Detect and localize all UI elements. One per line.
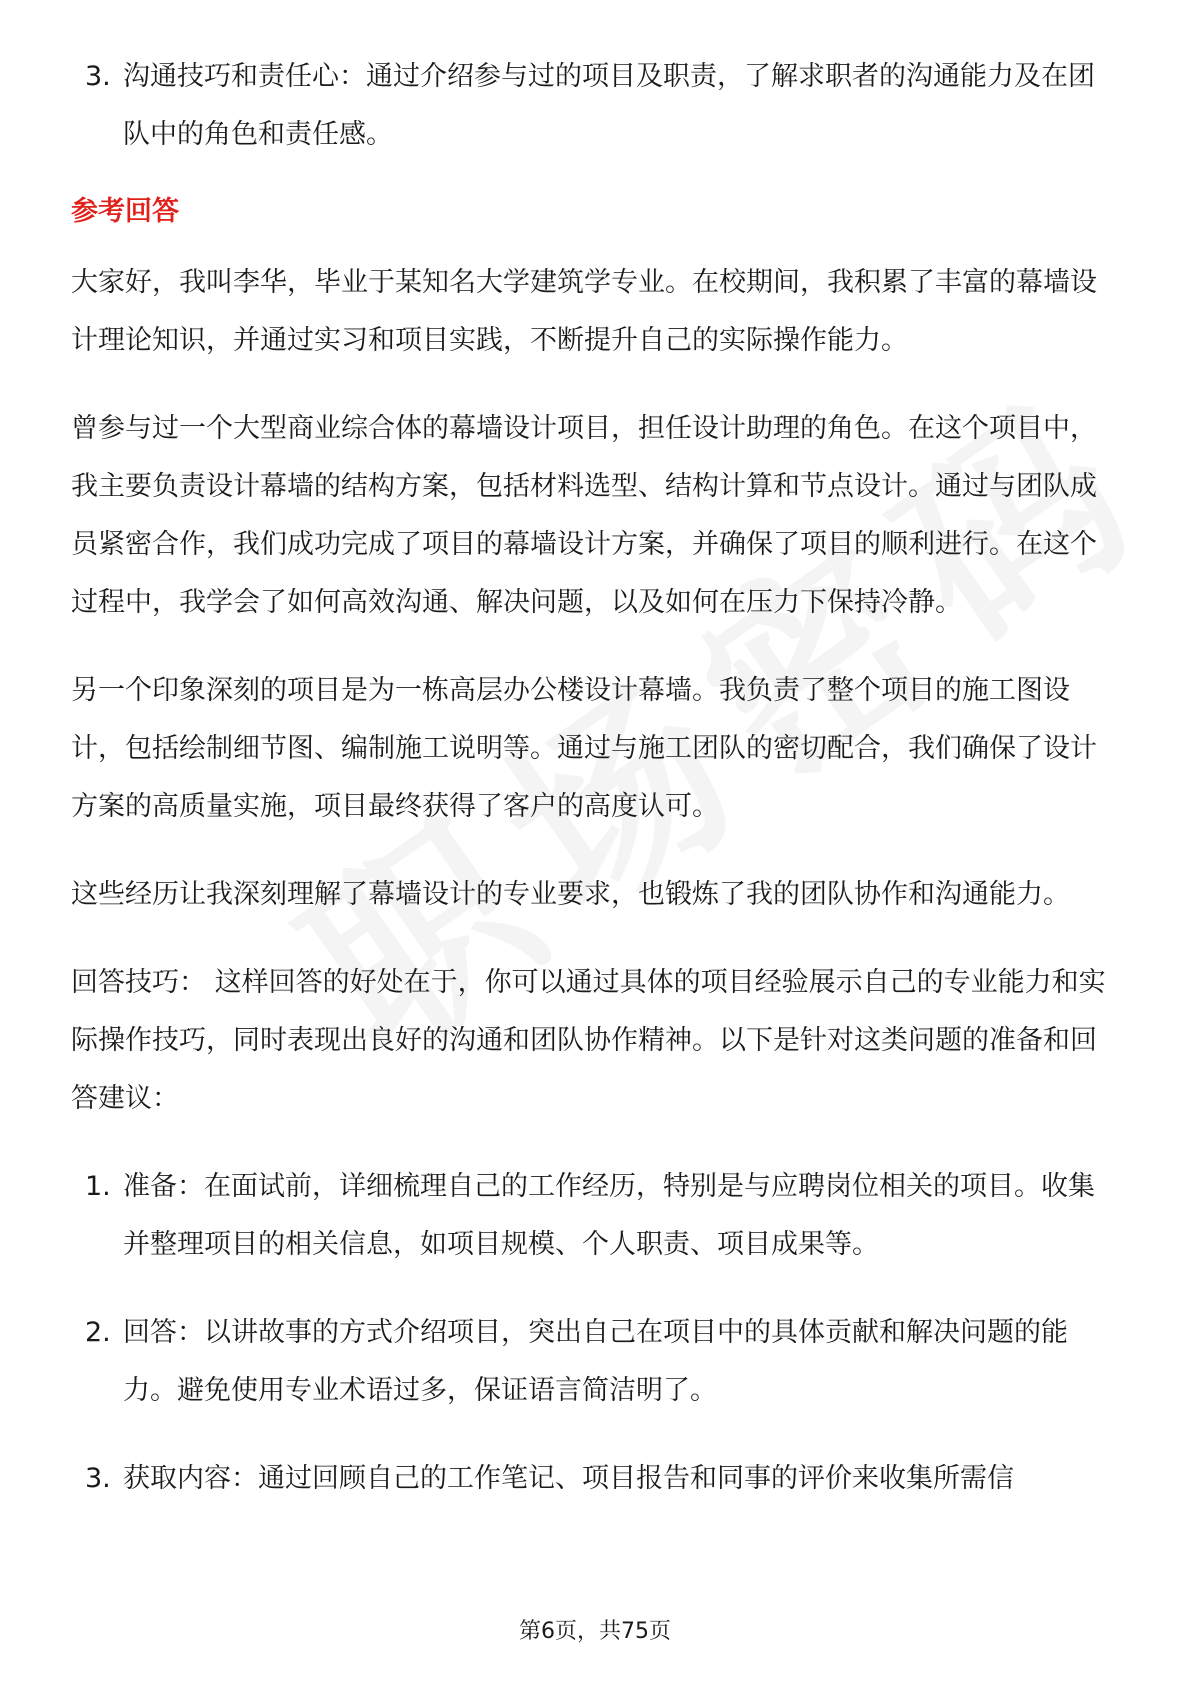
paragraph-summary: 这些经历让我深刻理解了幕墙设计的专业要求，也锻炼了我的团队协作和沟通能力。: [71, 879, 1070, 910]
list-text: 回答：以讲故事的方式介绍项目，突出自己在项目中的具体贡献和解决问题的能力。避免使用专业术语过多，保证语言简洁明了。: [123, 1317, 1068, 1406]
list-item-get-content: [71, 1450, 1121, 1508]
list-item-answer: [71, 1304, 1121, 1420]
paragraph-project-commercial: 曾参与过一个大型商业综合体的幕墙设计项目，担任设计助理的角色。在这个项目中，我主要负责设计幕墙的结构方案，包括材料选型、结构计算和节点设计。通过与团队成员紧密合作，我们成功完成了项目的幕墙设计方案，并确保了项目的顺利进行。在这个过程中，我学会了如何高效沟通、解决问题，以及如何在压力下保持冷静。: [71, 413, 1097, 618]
paragraph-intro: 大家好，我叫李华，毕业于某知名大学建筑学专业。在校期间，我积累了丰富的幕墙设计理论知识，并通过实习和项目实践，不断提升自己的实际操作能力。: [71, 267, 1097, 356]
page-number-footer: 第6页，共75页: [519, 1619, 671, 1644]
list-text: 沟通技巧和责任心：通过介绍参与过的项目及职责，了解求职者的沟通能力及在团队中的角色和责任感。: [123, 61, 1095, 150]
list-item-preparation: [71, 1158, 1121, 1274]
page-content: [71, 48, 1121, 1508]
list-text: 准备：在面试前，详细梳理自己的工作经历，特别是与应聘岗位相关的项目。收集并整理项目的相关信息，如项目规模、个人职责、项目成果等。: [123, 1171, 1095, 1260]
list-number: 3.: [85, 1463, 111, 1494]
list-number: 2.: [85, 1317, 111, 1348]
paragraph-answer-tips: 回答技巧： 这样回答的好处在于，你可以通过具体的项目经验展示自己的专业能力和实际操作技巧，同时表现出良好的沟通和团队协作精神。以下是针对这类问题的准备和回答建议：: [71, 967, 1106, 1114]
paragraph-project-office: 另一个印象深刻的项目是为一栋高层办公楼设计幕墙。我负责了整个项目的施工图设计，包括绘制细节图、编制施工说明等。通过与施工团队的密切配合，我们确保了设计方案的高质量实施，项目最终获得了客户的高度认可。: [71, 675, 1097, 822]
section-heading-reference-answer: 参考回答: [71, 196, 179, 227]
list-text: 获取内容：通过回顾自己的工作笔记、项目报告和同事的评价来收集所需信: [123, 1463, 1014, 1494]
list-item-communication: [71, 48, 1121, 164]
list-number: 1.: [85, 1171, 111, 1202]
list-number: 3.: [85, 61, 111, 92]
